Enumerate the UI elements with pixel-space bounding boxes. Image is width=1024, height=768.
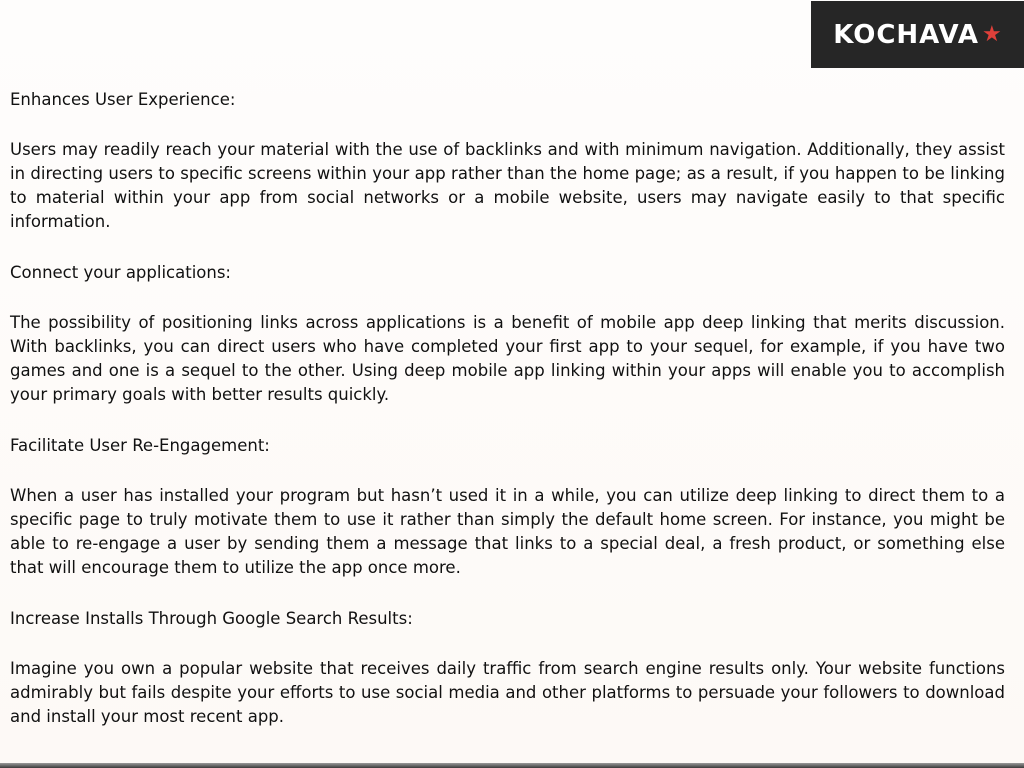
section-heading-connect-apps: Connect your applications:: [10, 263, 231, 282]
section-heading-re-engagement: Facilitate User Re-Engagement:: [10, 436, 270, 455]
section-body-user-experience: Users may readily reach your material with the use of backlinks and with minimum navigation. Additionally, they assist in directing users to specific screens within your app rather than the home page; as a result, if you happen to be linking to material within your app from social networks or a mobile website, users may navigate easily to that specific information.: [10, 140, 1005, 231]
kochava-logo: [811, 1, 1024, 68]
star-icon: ★: [982, 21, 1002, 47]
bottom-divider: [0, 763, 1024, 768]
logo-text: KOCHAVA: [833, 19, 980, 50]
section-body-re-engagement: When a user has installed your program but hasn’t used it in a while, you can utilize deep linking to direct them to a specific page to truly motivate them to use it rather than simply the default home screen. For instance, you might be able to re-engage a user by sending them a message that links to a special deal, a fresh product, or something else that will encourage them to utilize the app once more.: [10, 486, 1005, 577]
article-content: [10, 88, 1005, 756]
section-body-connect-apps: The possibility of positioning links across applications is a benefit of mobile app deep linking that merits discussion. With backlinks, you can direct users who have completed your first app to your sequel, for example, if you have two games and one is a sequel to the other. Using deep mobile app linking within your apps will enable you to accomplish your primary goals with better results quickly.: [10, 313, 1005, 404]
section-heading-user-experience: Enhances User Experience:: [10, 90, 236, 109]
section-heading-installs: Increase Installs Through Google Search Results:: [10, 609, 413, 628]
section-body-installs: Imagine you own a popular website that receives daily traffic from search engine results only. Your website functions admirably but fails despite your efforts to use social media and other platforms to persuade your followers to download and install your most recent app.: [10, 659, 1005, 726]
